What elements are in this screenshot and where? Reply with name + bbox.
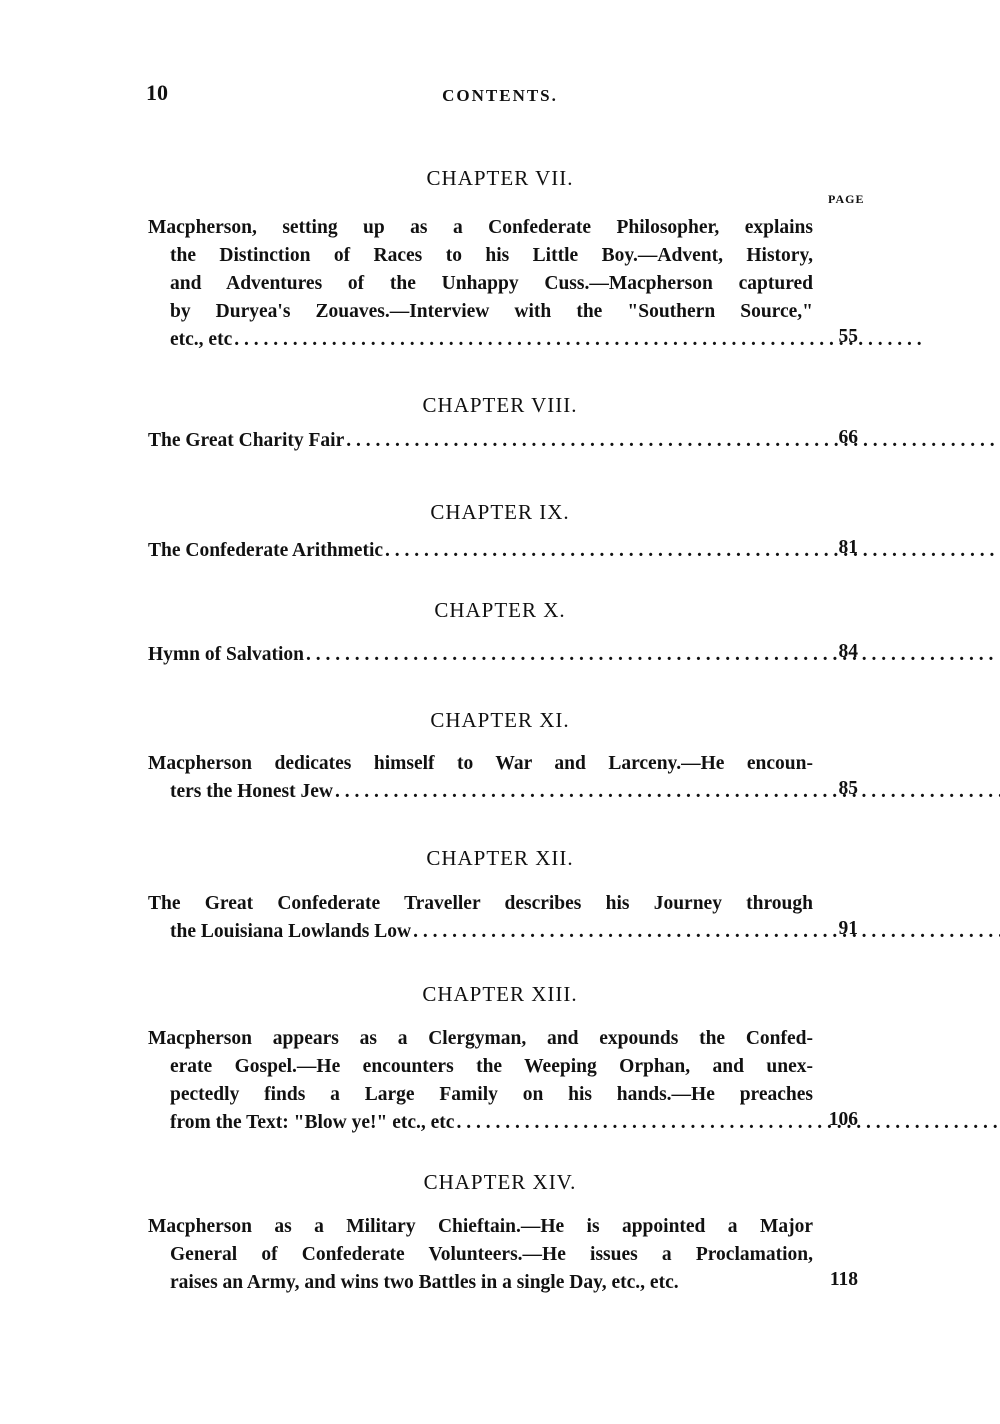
entry-text: erate Gospel.—He encounters the Weeping Orphan, and unex- bbox=[170, 1056, 813, 1077]
entry-text: pectedly finds a Large Family on his hands.—He preaches bbox=[170, 1084, 813, 1105]
entry-text: raises an Army, and wins two Battles in a single Day, etc., etc. bbox=[170, 1272, 679, 1293]
page-ref: 85 bbox=[838, 778, 858, 799]
dot-leader bbox=[346, 430, 1000, 451]
dot-leader bbox=[456, 1112, 1000, 1133]
dot-leader bbox=[413, 921, 1000, 942]
entry-text: etc., etc bbox=[170, 329, 233, 350]
dot-leader bbox=[306, 644, 993, 665]
entry-text: the Distinction of Races to his Little Boy.—Advent, History, bbox=[170, 245, 813, 266]
chapter-entry bbox=[148, 1025, 813, 1137]
entry-text: by Duryea's Zouaves.—Interview with the "Southern Source," bbox=[170, 301, 813, 322]
entry-text: Macpherson, setting up as a Confederate Philosopher, explains bbox=[148, 217, 813, 238]
chapter-heading: CHAPTER XI. bbox=[430, 708, 570, 732]
chapter-entry bbox=[148, 890, 813, 946]
page-ref: 118 bbox=[829, 1269, 858, 1290]
chapter-heading: CHAPTER IX. bbox=[430, 500, 570, 524]
page-ref: 55 bbox=[838, 326, 858, 347]
entry-text: ters the Honest Jew bbox=[170, 781, 333, 802]
entry-text: Macpherson appears as a Clergyman, and expounds the Confed- bbox=[148, 1028, 813, 1049]
page-ref: 81 bbox=[838, 537, 858, 558]
page-ref: 66 bbox=[838, 427, 858, 448]
page-ref: 106 bbox=[828, 1109, 858, 1130]
entry-text: from the Text: "Blow ye!" etc., etc bbox=[170, 1112, 455, 1133]
entry-text: Macpherson dedicates himself to War and Larceny.—He encoun- bbox=[148, 753, 813, 774]
chapter-entry bbox=[148, 537, 813, 565]
chapter-heading: CHAPTER XIV. bbox=[423, 1170, 577, 1194]
chapter-entry bbox=[148, 750, 813, 806]
entry-text: Hymn of Salvation bbox=[148, 644, 305, 665]
entry-text: The Great Charity Fair bbox=[148, 430, 345, 451]
page-number: 10 bbox=[146, 80, 168, 105]
entry-text: the Louisiana Lowlands Low bbox=[170, 921, 412, 942]
chapter-entry bbox=[148, 1213, 813, 1297]
page-column-label: PAGE bbox=[828, 192, 865, 206]
running-head: CONTENTS. bbox=[442, 86, 558, 105]
dot-leader bbox=[335, 781, 1000, 802]
entry-text: The Confederate Arithmetic bbox=[148, 540, 384, 561]
chapter-heading: CHAPTER XII. bbox=[426, 846, 574, 870]
chapter-heading: CHAPTER XIII. bbox=[422, 982, 578, 1006]
chapter-entry bbox=[148, 427, 813, 455]
entry-text: and Adventures of the Unhappy Cuss.—Macpherson captured bbox=[170, 273, 813, 294]
page-ref: 84 bbox=[838, 641, 858, 662]
entry-text: Macpherson as a Military Chieftain.—He is appointed a Major bbox=[148, 1216, 813, 1237]
chapter-entry bbox=[148, 214, 813, 354]
dot-leader bbox=[385, 540, 1000, 561]
entry-text: The Great Confederate Traveller describes his Journey through bbox=[148, 893, 813, 914]
page-ref: 91 bbox=[838, 918, 858, 939]
chapter-entry bbox=[148, 641, 813, 669]
chapter-heading: CHAPTER VII. bbox=[426, 166, 574, 190]
chapter-heading: CHAPTER VIII. bbox=[422, 393, 578, 417]
entry-text: General of Confederate Volunteers.—He issues a Proclamation, bbox=[170, 1244, 813, 1265]
chapter-heading: CHAPTER X. bbox=[434, 598, 566, 622]
